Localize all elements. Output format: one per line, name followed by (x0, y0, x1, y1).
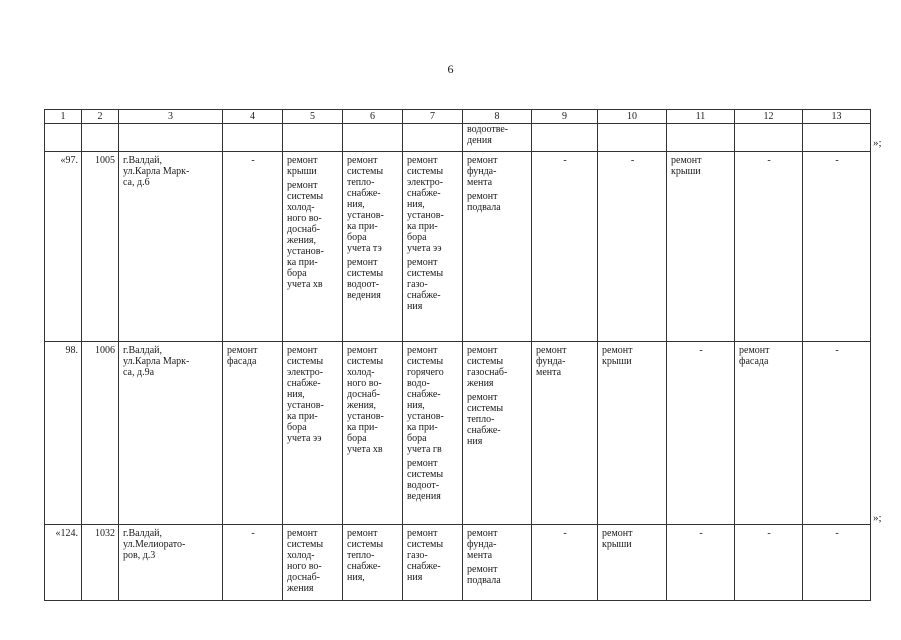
continued-work-text: водоотве- дения (467, 124, 509, 146)
row-number: «124. (55, 528, 78, 539)
work-item: ремонт подвала (467, 191, 501, 213)
column-number-row (45, 110, 871, 124)
work-item: ремонт системы тепло- снабже- ния, установ- ка при- бора учета тэ (347, 155, 384, 254)
work-item: ремонт системы водоот- ведения (407, 458, 444, 502)
work-item: ремонт крыши (287, 155, 318, 177)
work-cell: - (699, 528, 703, 539)
row-number: 98. (65, 345, 78, 356)
address-cell: г.Валдай, ул.Мелиорато- ров, д.3 (123, 528, 186, 561)
column-number: 4 (223, 110, 283, 124)
work-item: ремонт системы тепло- снабже- ния (467, 392, 504, 447)
work-cell: - (699, 345, 703, 356)
work-cell: - (835, 155, 839, 166)
column-number: 1 (45, 110, 82, 124)
column-number: 11 (667, 110, 735, 124)
row-code: 1032 (95, 528, 115, 539)
work-cell: - (630, 155, 635, 166)
work-item: ремонт системы газо- снабже- ния (407, 528, 444, 583)
repair-schedule-table (44, 109, 871, 601)
work-item: ремонт системы горячего водо- снабже- ния, установ- ка при- бора учета гв (407, 345, 444, 455)
row-code: 1005 (95, 155, 115, 166)
address-cell: г.Валдай, ул.Карла Марк- са, д.6 (123, 155, 190, 188)
work-cell: - (251, 155, 255, 166)
work-item: ремонт системы электро- снабже- ния, установ- ка при- бора учета ээ (407, 155, 444, 254)
table-row (45, 152, 871, 342)
work-cell: - (835, 528, 839, 539)
table-row (45, 525, 871, 601)
closing-quote-mark: »; (873, 512, 882, 524)
column-number: 7 (403, 110, 463, 124)
work-cell: ремонт крыши (602, 345, 633, 367)
address-cell: г.Валдай, ул.Карла Марк- са, д.9а (123, 345, 190, 378)
closing-quote-mark: »; (873, 137, 882, 149)
row-number: «97. (60, 155, 78, 166)
work-cell: ремонт крыши (671, 155, 702, 177)
work-cell: - (563, 155, 567, 166)
work-cell: - (563, 528, 567, 539)
work-cell: - (767, 155, 771, 166)
row-code: 1006 (95, 345, 115, 356)
page-number: 6 (447, 62, 454, 76)
work-cell: ремонт фунда- мента (536, 345, 567, 378)
column-number: 6 (343, 110, 403, 124)
work-cell: ремонт фасада (227, 345, 258, 367)
column-number: 10 (598, 110, 667, 124)
column-number: 8 (463, 110, 532, 124)
work-item: ремонт фунда- мента (467, 528, 498, 561)
work-item: ремонт системы тепло- снабже- ния, (347, 528, 384, 583)
work-cell: - (835, 345, 839, 356)
work-cell: - (251, 528, 255, 539)
column-number: 5 (283, 110, 343, 124)
work-item: ремонт системы газо- снабже- ния (407, 257, 444, 312)
work-item: ремонт системы электро- снабже- ния, установ- ка при- бора учета ээ (287, 345, 324, 444)
work-item: ремонт системы водоот- ведения (347, 257, 384, 301)
column-number: 12 (735, 110, 803, 124)
work-item: ремонт системы газоснаб- жения (467, 345, 508, 389)
continuation-row (45, 124, 871, 152)
work-cell: ремонт фасада (739, 345, 770, 367)
work-cell: ремонт крыши (602, 528, 633, 550)
work-item: ремонт системы холод- ного во- доснаб- жения, установ- ка при- бора учета хв (287, 180, 324, 290)
table-row (45, 342, 871, 525)
work-item: ремонт системы холод- ного во- доснаб- жения (287, 528, 324, 594)
work-cell: - (767, 528, 771, 539)
column-number: 9 (532, 110, 598, 124)
work-item: ремонт подвала (467, 564, 501, 586)
column-number: 3 (119, 110, 223, 124)
column-number: 13 (803, 110, 871, 124)
work-item: ремонт системы холод- ного во- доснаб- жения, установ- ка при- бора учета хв (347, 345, 384, 455)
work-item: ремонт фунда- мента (467, 155, 498, 188)
column-number: 2 (82, 110, 119, 124)
